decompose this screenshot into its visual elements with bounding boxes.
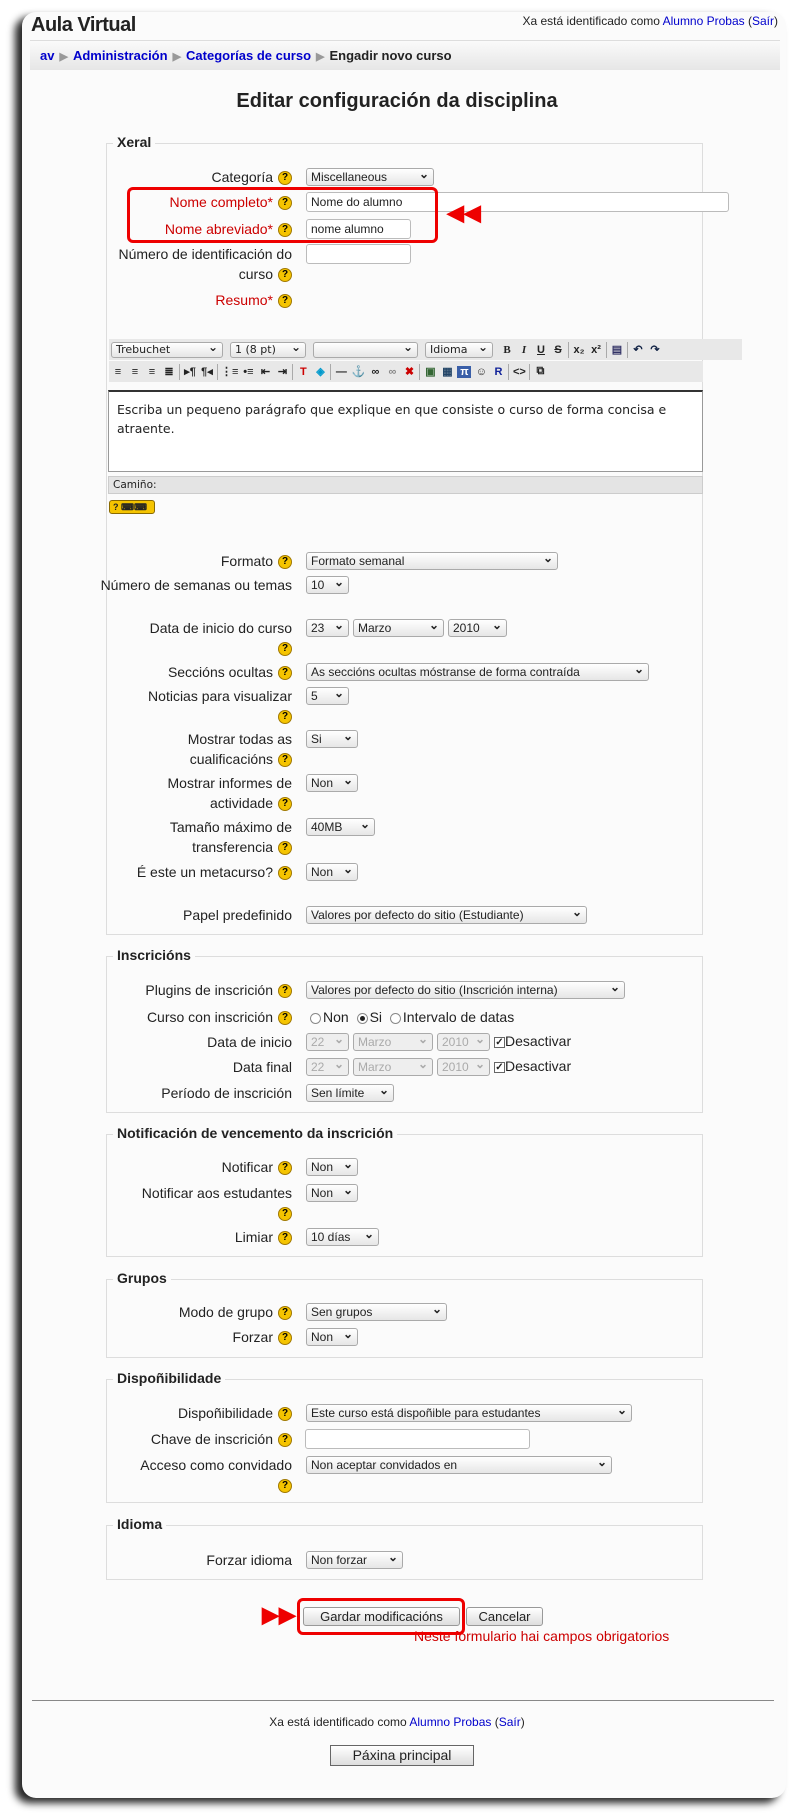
anchor-icon[interactable]: ⚓ <box>351 366 366 378</box>
label: Categoría <box>211 169 273 185</box>
help-icon[interactable]: ? <box>278 841 292 855</box>
legend-general: Xeral <box>113 134 155 150</box>
label: Número de identificación do curso <box>118 246 292 282</box>
editor-toolbar-row-2 <box>109 361 703 382</box>
highlight-box-names <box>127 187 438 243</box>
label: Limiar <box>234 1229 273 1245</box>
category-select[interactable]: Miscellaneous ⌄ <box>306 168 434 186</box>
highlight-box-save <box>297 1598 465 1635</box>
underline-icon[interactable]: U <box>537 343 545 356</box>
radio-label: Intervalo de datas <box>402 1009 515 1025</box>
groupforce-select[interactable]: Non ⌄ <box>306 1328 358 1346</box>
enrol-end-day[interactable]: 22 ⌄ <box>306 1058 349 1076</box>
help-icon[interactable]: ? <box>278 555 292 569</box>
label: Plugins de inscrición <box>145 982 273 998</box>
rtl-icon[interactable]: ¶◂ <box>201 366 213 378</box>
footer-login-info: Xa está identificado como Alumno Probas (Saír) <box>269 1715 525 1729</box>
disable-end-checkbox[interactable]: ✓ <box>495 1061 504 1073</box>
label: Mostrar informes de actividade <box>167 775 292 811</box>
legend-availability: Dispoñibilidade <box>113 1370 225 1386</box>
label: Nome abreviado* <box>164 221 273 237</box>
save-button[interactable]: Gardar modificacións <box>303 1607 460 1626</box>
help-icon[interactable]: ? <box>278 797 292 811</box>
link-icon[interactable]: ∞ <box>371 365 380 378</box>
legend-expiry: Notificación de vencemento da inscrición <box>113 1125 397 1141</box>
align-center-icon[interactable]: ≡ <box>131 365 139 378</box>
checkbox-label: Desactivar <box>505 1033 572 1049</box>
home-button[interactable]: Páxina principal <box>330 1745 474 1766</box>
notify-select[interactable]: Non ⌄ <box>306 1158 358 1176</box>
enrol-start-day[interactable]: 22 ⌄ <box>306 1033 349 1051</box>
subscript-icon[interactable]: x₂ <box>573 343 585 356</box>
help-icon[interactable]: ? <box>278 866 292 880</box>
notifystudents-select[interactable]: Non ⌄ <box>306 1184 358 1202</box>
login-prefix: Xa está identificado como <box>522 14 660 28</box>
breadcrumb-separator-icon: ▶ <box>172 51 182 63</box>
numsections-select[interactable]: 10 ⌄ <box>306 576 349 594</box>
required-note: Neste formulario hai campos obrigatorios <box>414 1628 670 1644</box>
start-year-select[interactable]: 2010 ⌄ <box>448 619 507 637</box>
label: Modo de grupo <box>178 1304 273 1320</box>
forcelang-select[interactable]: Non forzar ⌄ <box>306 1551 403 1569</box>
radio-non[interactable] <box>310 1013 321 1024</box>
help-icon[interactable]: ? <box>278 666 292 680</box>
indent-icon[interactable]: ⇥ <box>277 366 288 378</box>
label: Forzar idioma <box>206 1552 292 1568</box>
superscript-icon[interactable]: x² <box>591 343 601 356</box>
fullscreen-icon[interactable]: ⧉ <box>536 365 545 377</box>
shortname-input[interactable]: nome alumno <box>306 219 411 239</box>
label: Chave de inscrición <box>150 1431 273 1447</box>
label: Acceso como convidado <box>140 1457 292 1473</box>
label: Curso con inscrición <box>146 1009 273 1025</box>
enrol-start-month[interactable]: Marzo ⌄ <box>353 1033 433 1051</box>
radio-label: Non <box>323 1009 349 1025</box>
help-icon[interactable]: ? <box>278 1407 292 1421</box>
font-family-select[interactable]: Trebuchet ⌄ <box>111 342 223 358</box>
arrow-right-icon: ▶▶ <box>262 1602 296 1627</box>
strikethrough-icon[interactable]: S <box>554 343 562 356</box>
start-month-select[interactable]: Marzo ⌄ <box>353 619 444 637</box>
editor-toolbar-row-1 <box>109 339 742 360</box>
label: É este un metacurso? <box>136 864 273 880</box>
start-day-select[interactable]: 23 ⌄ <box>306 619 349 637</box>
unlink-icon[interactable]: ∞ <box>388 365 397 378</box>
footer-user-link[interactable]: Alumno Probas <box>409 1715 492 1729</box>
footer-login-prefix: Xa está identificado como <box>269 1715 407 1729</box>
emoticon-icon[interactable]: ☺ <box>475 365 488 378</box>
maxbytes-select[interactable]: 40MB ⌄ <box>306 818 375 836</box>
visible-select[interactable]: Este curso está dispoñible para estudantes ⌄ <box>306 1404 632 1422</box>
label: Seccións ocultas <box>167 664 273 680</box>
search-replace-icon[interactable]: R <box>494 365 503 378</box>
label: Número de semanas ou temas <box>100 577 292 593</box>
text-color-icon[interactable]: T <box>300 365 307 378</box>
fullname-input[interactable]: Nome do alumno <box>306 192 729 212</box>
label: Forzar <box>232 1329 273 1345</box>
hiddensections-select[interactable]: As seccións ocultas móstranse de forma contraída ⌄ <box>306 663 649 681</box>
idnumber-input[interactable] <box>306 244 411 264</box>
label: Notificar <box>221 1159 273 1175</box>
label: Mostrar todas as cualificacións <box>187 731 292 767</box>
label: Data de inicio do curso <box>149 620 292 636</box>
equation-icon[interactable]: π <box>457 366 471 378</box>
breadcrumb-current: Engadir novo curso <box>329 48 452 63</box>
summary-editor[interactable]: Escriba un pequeno parágrafo que explique en que consiste o curso de forma concisa e atraente. <box>108 390 703 472</box>
help-icon[interactable]: ? <box>278 196 292 210</box>
editor-path: Camiño: <box>108 476 703 494</box>
disable-start-checkbox[interactable]: ✓ <box>495 1036 504 1048</box>
arrow-left-icon: ◀◀ <box>447 200 481 225</box>
background-color-icon[interactable]: ◈ <box>316 366 325 378</box>
enrol-start-year[interactable]: 2010 ⌄ <box>437 1033 490 1051</box>
radio-label: Si <box>369 1009 383 1025</box>
label: Papel predefinido <box>183 907 292 923</box>
guest-select[interactable]: Non aceptar convidados en ⌄ <box>306 1456 612 1474</box>
enrol-end-month[interactable]: Marzo ⌄ <box>353 1058 433 1076</box>
help-icon[interactable]: ? <box>278 1306 292 1320</box>
help-icon[interactable]: ? <box>278 1207 292 1221</box>
defaultrole-select[interactable]: Valores por defecto do sitio (Estudiante) ⌄ <box>306 906 587 924</box>
label: Tamaño máximo de transferencia <box>169 819 292 855</box>
html-source-icon[interactable]: <> <box>512 365 526 378</box>
insert-image-icon[interactable]: ▣ <box>425 366 436 378</box>
help-icon[interactable]: ? <box>278 984 292 998</box>
breadcrumb <box>30 40 780 70</box>
paste-word-icon[interactable]: ▤ <box>611 344 623 356</box>
label: Nome completo* <box>169 194 273 210</box>
help-icon[interactable]: ? <box>278 1231 292 1245</box>
footer-logout-link[interactable]: Saír <box>498 1715 521 1729</box>
login-info: Xa está identificado como Alumno Probas (Saír) <box>522 14 778 28</box>
label: Data final <box>232 1059 292 1075</box>
help-icon[interactable]: ? <box>278 1011 292 1025</box>
breadcrumb-separator-icon: ▶ <box>59 51 68 63</box>
radio-date-range[interactable] <box>390 1013 401 1024</box>
insert-table-icon[interactable]: ▦ <box>442 366 453 378</box>
justify-icon[interactable]: ≣ <box>164 366 174 378</box>
breadcrumb-categories[interactable]: Categorías de curso <box>186 48 312 63</box>
align-left-icon[interactable]: ≡ <box>114 365 122 378</box>
footer-divider <box>32 1700 774 1701</box>
help-icon[interactable]: ? <box>278 753 292 767</box>
help-icon[interactable]: ? <box>278 642 292 656</box>
align-right-icon[interactable]: ≡ <box>148 365 156 378</box>
enrol-plugins-select[interactable]: Valores por defecto do sitio (Inscrición interna) ⌄ <box>306 981 625 999</box>
site-title: Aula Virtual <box>31 14 136 36</box>
help-icon[interactable]: ? <box>278 1479 292 1493</box>
help-icon[interactable]: ? <box>278 294 292 308</box>
showreports-select[interactable]: Non ⌄ <box>306 774 358 792</box>
help-icon[interactable]: ? <box>278 1331 292 1345</box>
help-icon[interactable]: ? <box>278 710 292 724</box>
legend-groups: Grupos <box>113 1270 171 1286</box>
page-title: Editar configuración da disciplina <box>236 90 558 112</box>
label: Noticias para visualizar <box>148 688 292 704</box>
language-select[interactable]: Idioma ⌄ <box>425 342 493 358</box>
cancel-button[interactable]: Cancelar <box>466 1607 543 1626</box>
radio-si[interactable] <box>357 1013 368 1024</box>
user-link[interactable]: Alumno Probas <box>662 14 745 28</box>
label: Notificar aos estudantes <box>141 1185 292 1201</box>
label: Resumo* <box>215 292 273 308</box>
label: Data de inicio <box>207 1034 292 1050</box>
breadcrumb-separator-icon: ▶ <box>316 51 325 63</box>
italic-icon[interactable]: I <box>521 343 527 356</box>
bold-icon[interactable]: B <box>503 343 511 356</box>
ltr-icon[interactable]: ▸¶ <box>184 366 196 378</box>
format-select[interactable]: Formato semanal ⌄ <box>306 552 558 570</box>
undo-icon[interactable]: ↶ <box>633 344 643 356</box>
outdent-icon[interactable]: ⇤ <box>260 366 271 378</box>
label: Dispoñibilidade <box>178 1405 273 1421</box>
newsitems-select[interactable]: 5 ⌄ <box>306 687 349 705</box>
help-icon[interactable]: ? <box>278 268 292 282</box>
help-icon[interactable]: ? <box>278 1433 292 1447</box>
legend-language: Idioma <box>113 1516 166 1532</box>
keyboard-help-icon[interactable]: ? ⌨⌨ <box>109 500 155 514</box>
enrolkey-input[interactable] <box>305 1429 530 1449</box>
unordered-list-icon[interactable]: •≡ <box>243 365 254 378</box>
breadcrumb-admin[interactable]: Administración <box>72 48 168 63</box>
horizontal-rule-icon[interactable]: — <box>335 365 347 378</box>
metacourse-select[interactable]: Non ⌄ <box>306 863 358 881</box>
legend-enrol: Inscricións <box>113 947 195 963</box>
checkbox-label: Desactivar <box>505 1058 572 1074</box>
ordered-list-icon[interactable]: ⋮≡ <box>221 366 239 378</box>
enrol-end-year[interactable]: 2010 ⌄ <box>437 1058 490 1076</box>
help-icon[interactable]: ? <box>278 171 292 185</box>
help-icon[interactable]: ? <box>278 223 292 237</box>
label: Período de inscrición <box>161 1085 292 1101</box>
font-size-select[interactable]: 1 (8 pt) ⌄ <box>230 342 306 358</box>
label: Formato <box>220 553 273 569</box>
nolink-icon[interactable]: ✖ <box>404 366 415 378</box>
groupmode-select[interactable]: Sen grupos ⌄ <box>306 1303 447 1321</box>
help-icon[interactable]: ? <box>278 1161 292 1175</box>
style-select[interactable] <box>313 342 418 358</box>
logout-link[interactable]: Saír <box>751 14 774 28</box>
showgrades-select[interactable]: Si ⌄ <box>306 730 358 748</box>
redo-icon[interactable]: ↷ <box>650 344 660 356</box>
breadcrumb-home[interactable]: av <box>40 48 55 63</box>
threshold-select[interactable]: 10 días ⌄ <box>306 1228 379 1246</box>
enrol-period-select[interactable]: Sen límite ⌄ <box>306 1084 394 1102</box>
